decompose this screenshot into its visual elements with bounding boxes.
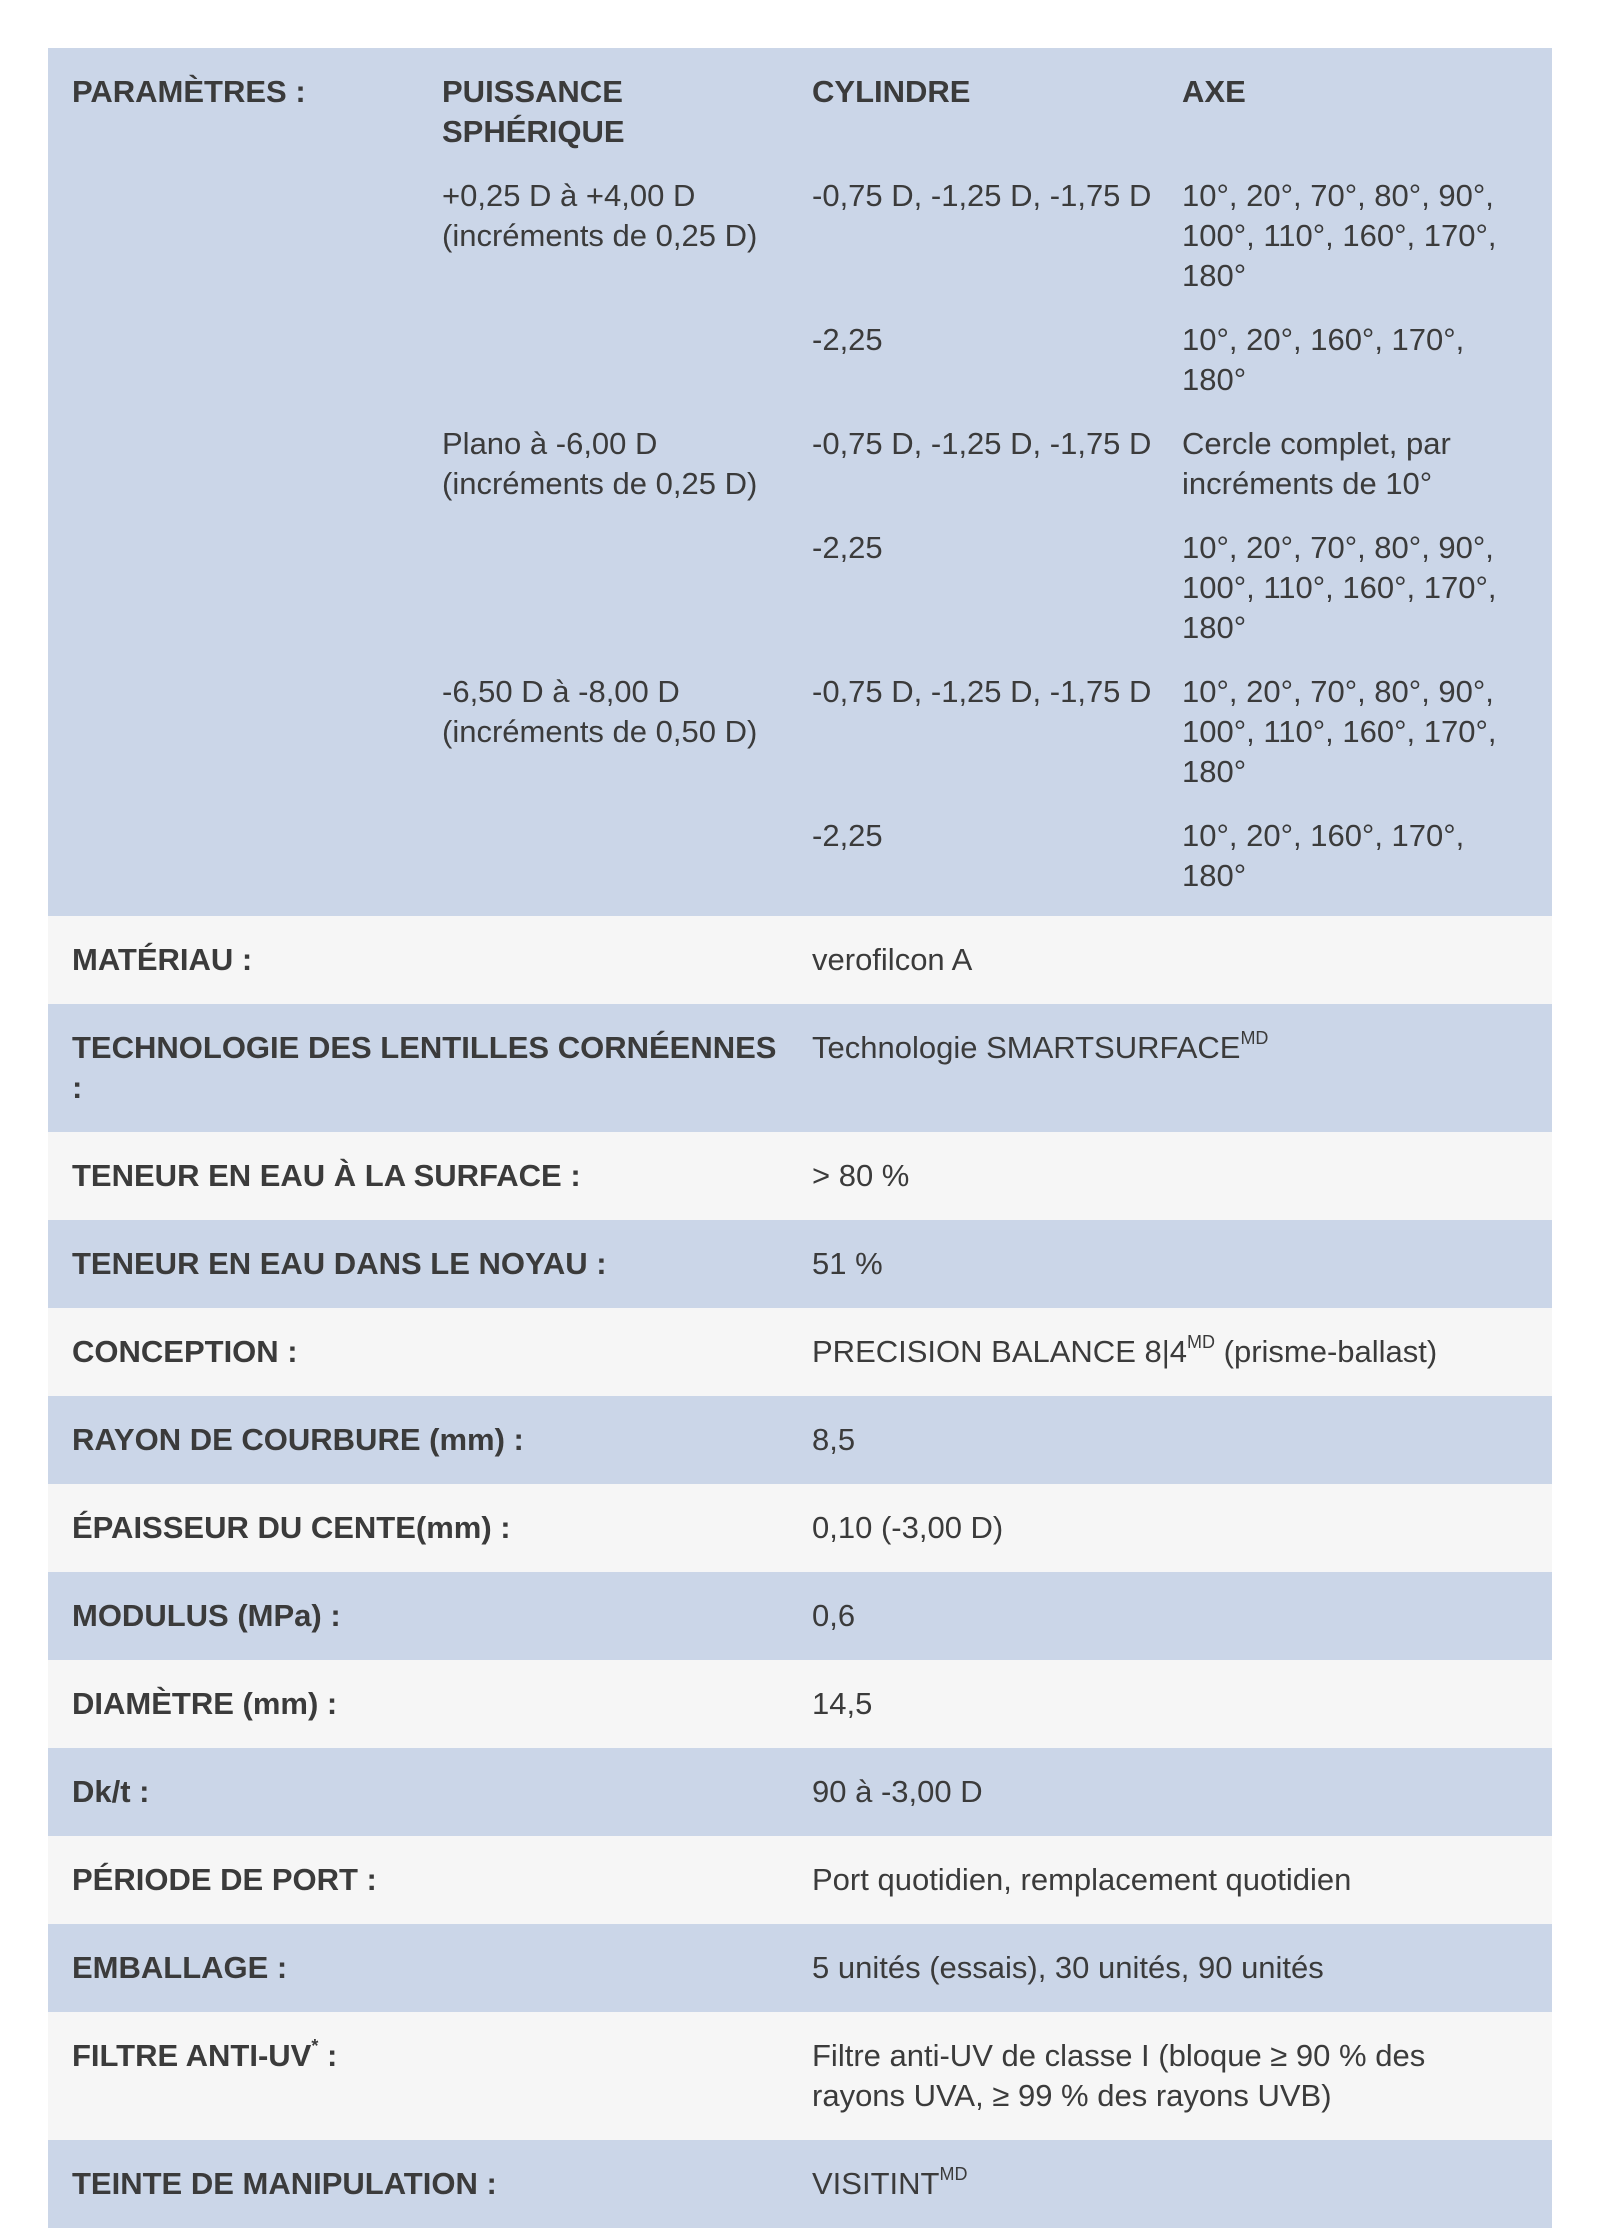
cylinder-value: -0,75 D, -1,25 D, -1,75 D xyxy=(812,674,1152,709)
spec-value: 5 unités (essais), 30 unités, 90 unités xyxy=(812,1950,1324,1985)
spec-row-wear-period xyxy=(48,1836,1552,1924)
spec-row-design xyxy=(48,1308,1552,1396)
spec-label: MODULUS (MPa) : xyxy=(72,1598,341,1633)
spec-row-diameter xyxy=(48,1660,1552,1748)
sphere-value xyxy=(418,504,788,648)
spec-table xyxy=(48,48,1552,2228)
spec-value: verofilcon A xyxy=(812,942,973,977)
spec-label: PÉRIODE DE PORT : xyxy=(72,1862,377,1897)
spec-row-packaging xyxy=(48,1924,1552,2012)
spec-value: 0,6 xyxy=(812,1598,856,1633)
spec-label: EMBALLAGE : xyxy=(72,1950,288,1985)
trademark-mark: MD xyxy=(939,2164,968,2184)
spec-row-center-thickness xyxy=(48,1484,1552,1572)
spec-value: 90 à -3,00 D xyxy=(812,1774,983,1809)
axis-value: 10°, 20°, 70°, 80°, 90°, 100°, 110°, 160°, 170°, 180° xyxy=(1182,530,1497,645)
parameters-label: PARAMÈTRES : xyxy=(72,74,306,109)
spec-value: 8,5 xyxy=(812,1422,856,1457)
spec-label: TENEUR EN EAU DANS LE NOYAU : xyxy=(72,1246,607,1281)
sphere-value: -6,50 D à -8,00 D (incréments de 0,50 D) xyxy=(442,674,758,749)
spec-value: 51 % xyxy=(812,1246,883,1281)
trademark-mark: MD xyxy=(1187,1332,1216,1352)
spec-value: Filtre anti-UV de classe I (bloque ≥ 90 % des rayons UVA, ≥ 99 % des rayons UVB) xyxy=(812,2038,1426,2113)
spec-label: Dk/t : xyxy=(72,1774,150,1809)
spec-label: DIAMÈTRE (mm) : xyxy=(72,1686,338,1721)
footnote-mark: * xyxy=(311,2036,319,2056)
parameter-row xyxy=(48,400,1552,504)
spec-row-base-curve xyxy=(48,1396,1552,1484)
spec-value: Technologie $SMARTSURFACE^{MD}$ xyxy=(812,1028,1269,1065)
spec-row-technology xyxy=(48,1004,1552,1132)
spec-label: TEINTE DE MANIPULATION : xyxy=(72,2166,497,2201)
spec-value: Port quotidien, remplacement quotidien xyxy=(812,1862,1352,1897)
sphere-value: Plano à -6,00 D (incréments de 0,25 D) xyxy=(442,426,758,501)
spec-row-uv-filter xyxy=(48,2012,1552,2140)
axis-header: AXE xyxy=(1182,74,1246,109)
cylinder-value: -2,25 xyxy=(812,322,883,357)
cylinder-value: -0,75 D, -1,25 D, -1,75 D xyxy=(812,426,1152,461)
spec-value: > 80 % xyxy=(812,1158,910,1193)
trademark-mark: MD xyxy=(1240,1028,1269,1048)
spec-value: $VISITINT^{MD}$ xyxy=(812,2164,968,2201)
spec-label: TENEUR EN EAU À LA SURFACE : xyxy=(72,1158,581,1193)
cylinder-header: CYLINDRE xyxy=(812,74,971,109)
sphere-value xyxy=(418,792,788,896)
spec-row-surface-water xyxy=(48,1132,1552,1220)
spec-row-core-water xyxy=(48,1220,1552,1308)
spec-label: CONCEPTION : xyxy=(72,1334,298,1369)
parameter-row xyxy=(48,792,1552,896)
spec-label: ÉPAISSEUR DU CENTE(mm) : xyxy=(72,1510,511,1545)
spec-row-material xyxy=(48,916,1552,1004)
cylinder-value: -0,75 D, -1,25 D, -1,75 D xyxy=(812,178,1152,213)
spec-row-modulus xyxy=(48,1572,1552,1660)
parameters-block xyxy=(48,48,1552,916)
axis-value: 10°, 20°, 70°, 80°, 90°, 100°, 110°, 160°, 170°, 180° xyxy=(1182,178,1497,293)
spec-value: 14,5 xyxy=(812,1686,873,1721)
parameter-row xyxy=(48,296,1552,400)
axis-value: 10°, 20°, 70°, 80°, 90°, 100°, 110°, 160°, 170°, 180° xyxy=(1182,674,1497,789)
spec-label: FILTRE ANTI-UV* : xyxy=(72,2036,338,2073)
axis-value: 10°, 20°, 160°, 170°, 180° xyxy=(1182,322,1465,397)
parameters-header-row xyxy=(48,72,1552,152)
spec-label: RAYON DE COURBURE (mm) : xyxy=(72,1422,524,1457)
axis-value: 10°, 20°, 160°, 170°, 180° xyxy=(1182,818,1465,893)
cylinder-value: -2,25 xyxy=(812,818,883,853)
axis-value: Cercle complet, par incréments de 10° xyxy=(1182,426,1451,501)
spec-label: MATÉRIAU : xyxy=(72,942,253,977)
spec-label: TECHNOLOGIE DES LENTILLES CORNÉENNES : xyxy=(72,1030,777,1105)
spec-row-handling-tint xyxy=(48,2140,1552,2228)
sphere-value: +0,25 D à +4,00 D (incréments de 0,25 D) xyxy=(442,178,758,253)
parameter-row xyxy=(48,504,1552,648)
cylinder-value: -2,25 xyxy=(812,530,883,565)
spec-row-dkt xyxy=(48,1748,1552,1836)
sphere-header: PUISSANCE SPHÉRIQUE xyxy=(442,74,625,149)
spec-value: PRECISION BALANCE $8|4^{MD}$ (prisme-ballast) xyxy=(812,1332,1438,1369)
parameter-row xyxy=(48,648,1552,792)
spec-value: 0,10 (-3,00 D) xyxy=(812,1510,1004,1545)
sphere-value xyxy=(418,296,788,400)
parameter-row xyxy=(48,152,1552,296)
